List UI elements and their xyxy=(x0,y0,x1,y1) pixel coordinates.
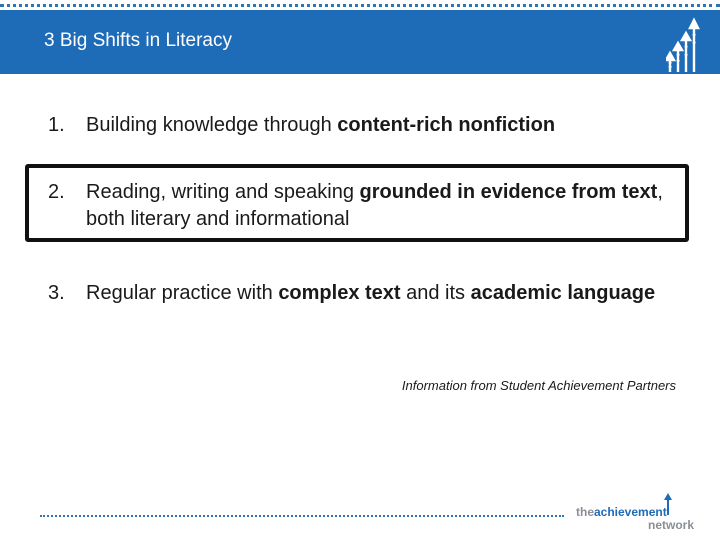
shift-text-plain: , both literary and informational xyxy=(86,181,663,230)
logo-arrow-icon xyxy=(664,493,672,515)
top-dotted-rule xyxy=(0,4,720,7)
shift-number: 1. xyxy=(48,114,65,136)
shift-number: 2. xyxy=(48,181,65,203)
network-arrows-logo-icon xyxy=(666,16,706,74)
logo-text-the: the xyxy=(576,505,594,519)
shift-text-plain: Reading, writing and speaking xyxy=(86,181,360,203)
logo-text-network: network xyxy=(648,518,695,532)
shift-text-bold: academic language xyxy=(470,282,656,304)
shift-text-plain: Building knowledge through xyxy=(86,114,338,136)
shift-text-bold: content-rich nonfiction xyxy=(337,114,556,136)
source-citation: Information from Student Achievement Partners xyxy=(401,378,676,393)
bottom-dotted-rule xyxy=(40,515,564,517)
shift-text-plain: Regular practice with xyxy=(86,282,279,304)
shift-text-bold: complex text xyxy=(278,282,401,304)
shift-text-plain: and its xyxy=(400,282,471,304)
shift-text-bold: grounded in evidence from text xyxy=(359,181,658,203)
shift-text xyxy=(86,280,676,307)
shift-text xyxy=(86,112,676,139)
shift-number: 3. xyxy=(48,282,65,304)
slide-title: 3 Big Shifts in Literacy xyxy=(44,30,232,51)
shift-text xyxy=(86,179,676,233)
achievement-network-logo xyxy=(576,493,712,533)
logo-text-achievement: achievement xyxy=(594,505,667,519)
